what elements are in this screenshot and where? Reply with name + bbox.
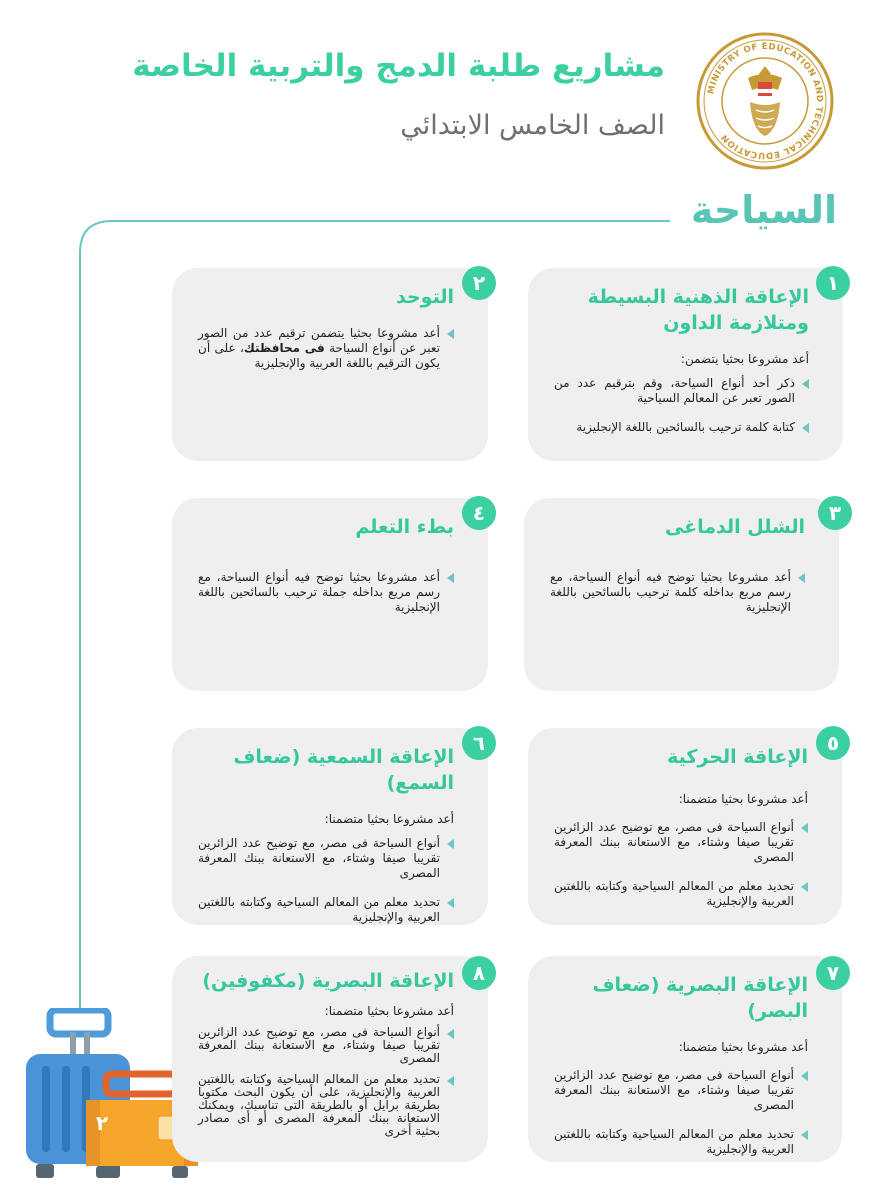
card-title: الإعاقة البصرية (مكفوفين): [202, 970, 454, 992]
card-bullet: أنواع السياحة فى مصر، مع توضيح عدد الزائرين تقريبا صيفا وشتاء، مع الاستعانة ببنك المعرفة المصرى: [198, 836, 454, 881]
card-number-badge: ١: [816, 266, 850, 300]
card-intellectual-disability: [528, 268, 843, 461]
card-title: الإعاقة الذهنية البسيطة ومتلازمة الداون: [587, 286, 809, 334]
card-motor-disability: [528, 728, 842, 925]
card-bullet: ذكر أحد أنواع السياحة، وقم بترقيم عدد من الصور تعبر عن المعالم السياحية: [554, 376, 809, 406]
card-slow-learning: [172, 498, 488, 691]
card-bullet: تحديد معلم من المعالم السياحية وكتابته باللغتين العربية والإنجليزية: [198, 895, 454, 925]
card-title: الإعاقة الحركية: [667, 746, 808, 768]
card-bullet: أعد مشروعا بحثيا توضح فيه أنواع السياحة، مع رسم مربع بداخله كلمة ترحيب بالسائحين باللغة الإنجليزية: [550, 570, 805, 615]
card-bullet: تحديد معلم من المعالم السياحية وكتابته باللغتين العربية والإنجليزية، على أن يكون البحث مكتوبا بطريقة برايل أو بالطريقة التى تناسبك، ويمكنك الاستعانة ببنك المعرفة المصرى أو أى مصادر بحثية أخرى: [198, 1073, 454, 1138]
card-number-badge: ٨: [462, 956, 496, 990]
card-hearing-impairment: [172, 728, 488, 925]
card-bullet: أنواع السياحة فى مصر، مع توضيح عدد الزائرين تقريبا صيفا وشتاء، مع الاستعانة ببنك المعرفة المصرى: [554, 1068, 808, 1113]
card-number-badge: ٧: [816, 956, 850, 990]
page-subtitle: الصف الخامس الابتدائي: [400, 110, 665, 141]
card-title: التوحد: [396, 286, 454, 308]
section-title: السياحة: [690, 188, 837, 232]
card-title: الشلل الدماغى: [664, 516, 805, 538]
card-bullet: تحديد معلم من المعالم السياحية وكتابته باللغتين العربية والإنجليزية: [554, 1127, 808, 1157]
card-number-badge: ٢: [462, 266, 496, 300]
card-number-badge: ٦: [462, 726, 496, 760]
logo-ring-text: MINISTRY OF EDUCATION AND TECHNICAL EDUCATION: [706, 41, 825, 161]
card-intro: أعد مشروعا بحثيا متضمنا:: [678, 1040, 808, 1054]
card-autism: [172, 268, 488, 461]
page-title: مشاريع طلبة الدمج والتربية الخاصة: [132, 48, 665, 84]
card-visual-impairment: [528, 956, 842, 1162]
card-number-badge: ٤: [462, 496, 496, 530]
svg-text:٢: ٢: [96, 1111, 109, 1135]
card-cerebral-palsy: [524, 498, 839, 691]
card-blindness: [172, 956, 488, 1162]
card-bullet: [198, 326, 454, 371]
card-intro: أعد مشروعا بحثيا يتضمن:: [680, 352, 809, 366]
card-title: الإعاقة السمعية (ضعاف السمع): [233, 746, 454, 794]
card-number-badge: ٥: [816, 726, 850, 760]
bullet-text: أعد مشروعا بحثيا يتضمن ترقيم عدد من الصور تعبر عن أنواع السياحة: [198, 326, 440, 355]
bullet-text: ، على أن يكون الترقيم باللغة العربية والإنجليزية: [198, 341, 440, 370]
card-title: بطء التعلم: [355, 516, 454, 538]
card-number-badge: ٣: [818, 496, 852, 530]
card-bullet: أنواع السياحة فى مصر، مع توضيح عدد الزائرين تقريبا صيفا وشتاء، مع الاستعانة ببنك المعرفة المصرى: [198, 1026, 454, 1065]
card-intro: أعد مشروعا بحثيا متضمنا:: [678, 792, 808, 806]
card-bullet: تحديد معلم من المعالم السياحية وكتابته باللغتين العربية والإنجليزية: [554, 879, 808, 909]
card-intro: أعد مشروعا بحثيا متضمنا:: [324, 812, 454, 826]
card-bullet: أنواع السياحة فى مصر، مع توضيح عدد الزائرين تقريبا صيفا وشتاء، مع الاستعانة ببنك المعرفة المصرى: [554, 820, 808, 865]
card-bullet: كتابة كلمة ترحيب بالسائحين باللغة الإنجليزية: [554, 420, 809, 435]
card-bullet: أعد مشروعا بحثيا توضح فيه أنواع السياحة، مع رسم مربع بداخله جملة ترحيب بالسائحين باللغة الإنجليزية: [198, 570, 454, 615]
bullet-bold-text: فى محافظتك: [243, 341, 325, 355]
card-intro: أعد مشروعا بحثيا متضمنا:: [324, 1004, 454, 1018]
card-title: الإعاقة البصرية (ضعاف البصر): [592, 974, 808, 1022]
